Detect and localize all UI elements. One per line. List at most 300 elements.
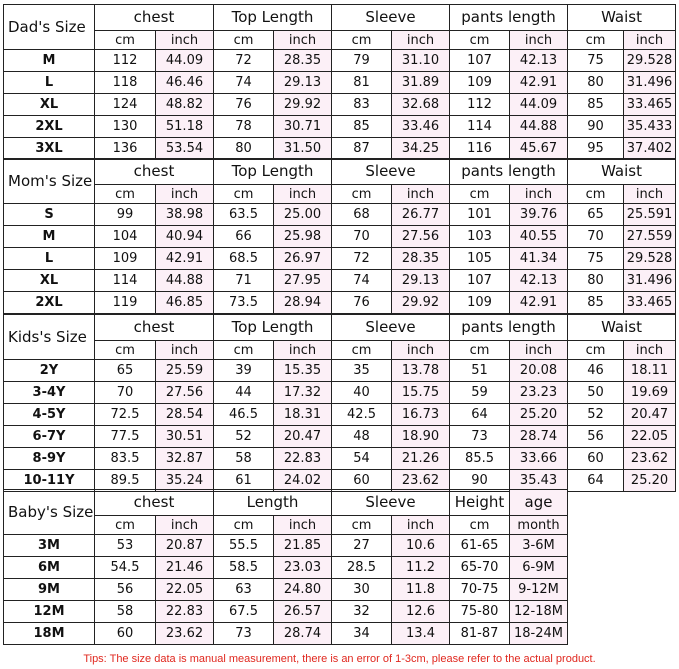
value-cell: 109	[450, 72, 510, 94]
value-cell: 85	[568, 292, 624, 314]
unit-cell: cm	[214, 185, 274, 204]
value-cell: 112	[95, 50, 156, 72]
value-cell: 32	[332, 601, 392, 623]
size-name: XL	[4, 94, 95, 116]
value-cell: 21.85	[274, 535, 332, 557]
size-name: 2XL	[4, 116, 95, 138]
size-name: 3XL	[4, 138, 95, 160]
value-cell: 87	[332, 138, 392, 160]
value-cell: 27.56	[156, 382, 214, 404]
value-cell: 19.69	[624, 382, 676, 404]
value-cell: 32.68	[392, 94, 450, 116]
value-cell: 29.528	[624, 248, 676, 270]
value-cell: 80	[568, 72, 624, 94]
size-name: 4-5Y	[4, 404, 95, 426]
unit-cell: cm	[332, 341, 392, 360]
unit-cell: inch	[274, 31, 332, 50]
value-cell: 28.35	[392, 248, 450, 270]
value-cell: 105	[450, 248, 510, 270]
table-row	[4, 204, 676, 226]
value-cell: 124	[95, 94, 156, 116]
value-cell: 72.5	[95, 404, 156, 426]
unit-cell: cm	[450, 341, 510, 360]
value-cell: 65	[95, 360, 156, 382]
value-cell: 20.87	[156, 535, 214, 557]
value-cell: 70	[568, 226, 624, 248]
table-row	[4, 623, 676, 645]
value-cell: 27.95	[274, 270, 332, 292]
baby-size-table	[3, 489, 676, 645]
value-cell: 78	[214, 116, 274, 138]
column-header: Sleeve	[332, 159, 450, 185]
value-cell: 24.02	[274, 470, 332, 492]
value-cell: 44.88	[510, 116, 568, 138]
table-row	[4, 138, 676, 160]
value-cell: 23.62	[624, 448, 676, 470]
value-cell: 42.91	[510, 292, 568, 314]
value-cell: 64	[568, 470, 624, 492]
value-cell: 25.00	[274, 204, 332, 226]
table-row	[4, 72, 676, 94]
value-cell: 112	[450, 94, 510, 116]
value-cell: 32.87	[156, 448, 214, 470]
table-row	[4, 270, 676, 292]
unit-cell: inch	[624, 31, 676, 50]
value-cell: 60	[568, 448, 624, 470]
value-cell: 73.5	[214, 292, 274, 314]
size-label: Dad's Size	[4, 5, 95, 50]
value-cell: 30.51	[156, 426, 214, 448]
value-cell: 44.09	[510, 94, 568, 116]
size-name: 10-11Y	[4, 470, 95, 492]
value-cell: 101	[450, 204, 510, 226]
unit-cell: inch	[510, 185, 568, 204]
tips-note: Tips: The size data is manual measurement, there is an error of 1-3cm, please refer to the actual product.	[83, 653, 596, 665]
mom-size-table	[3, 158, 676, 314]
value-cell: 72	[214, 50, 274, 72]
value-cell: 70-75	[450, 579, 510, 601]
value-cell: 18.11	[624, 360, 676, 382]
column-header: Sleeve	[332, 490, 450, 516]
table-row	[4, 601, 676, 623]
value-cell: 22.05	[624, 426, 676, 448]
value-cell: 23.23	[510, 382, 568, 404]
table-row	[4, 94, 676, 116]
column-header: Top Length	[214, 159, 332, 185]
unit-cell: inch	[156, 516, 214, 535]
value-cell: 29.528	[624, 50, 676, 72]
value-cell: 21.26	[392, 448, 450, 470]
value-cell: 6-9M	[510, 557, 568, 579]
unit-cell: inch	[156, 341, 214, 360]
table-row	[4, 557, 676, 579]
column-header: Sleeve	[332, 5, 450, 31]
value-cell: 71	[214, 270, 274, 292]
value-cell: 16.73	[392, 404, 450, 426]
value-cell: 22.83	[274, 448, 332, 470]
value-cell: 20.47	[624, 404, 676, 426]
dad-size-table	[3, 4, 676, 160]
value-cell: 65-70	[450, 557, 510, 579]
unit-cell: cm	[450, 31, 510, 50]
value-cell: 25.98	[274, 226, 332, 248]
value-cell: 33.66	[510, 448, 568, 470]
value-cell: 83	[332, 94, 392, 116]
column-header: Height	[450, 490, 510, 516]
value-cell: 40.55	[510, 226, 568, 248]
value-cell: 42.5	[332, 404, 392, 426]
value-cell: 13.78	[392, 360, 450, 382]
unit-cell: cm	[332, 31, 392, 50]
value-cell: 77.5	[95, 426, 156, 448]
value-cell: 70	[332, 226, 392, 248]
value-cell: 66	[214, 226, 274, 248]
column-header: chest	[95, 5, 214, 31]
value-cell: 22.83	[156, 601, 214, 623]
value-cell: 67.5	[214, 601, 274, 623]
value-cell: 27	[332, 535, 392, 557]
column-header: Sleeve	[332, 315, 450, 341]
value-cell: 104	[95, 226, 156, 248]
value-cell: 136	[95, 138, 156, 160]
column-header: Waist	[568, 159, 676, 185]
value-cell: 35.433	[624, 116, 676, 138]
value-cell: 10.6	[392, 535, 450, 557]
value-cell: 64	[450, 404, 510, 426]
table-row	[4, 50, 676, 72]
value-cell: 11.8	[392, 579, 450, 601]
value-cell: 75-80	[450, 601, 510, 623]
column-header: Top Length	[214, 315, 332, 341]
value-cell: 45.67	[510, 138, 568, 160]
value-cell: 35.24	[156, 470, 214, 492]
value-cell: 68	[332, 204, 392, 226]
value-cell: 56	[95, 579, 156, 601]
table-row	[4, 116, 676, 138]
column-header: chest	[95, 490, 214, 516]
unit-cell: cm	[568, 185, 624, 204]
value-cell: 52	[568, 404, 624, 426]
value-cell: 42.13	[510, 50, 568, 72]
size-name: 12M	[4, 601, 95, 623]
value-cell: 29.13	[274, 72, 332, 94]
value-cell: 42.91	[156, 248, 214, 270]
value-cell: 63	[214, 579, 274, 601]
value-cell: 60	[95, 623, 156, 645]
unit-cell: inch	[274, 341, 332, 360]
value-cell: 61-65	[450, 535, 510, 557]
value-cell: 48	[332, 426, 392, 448]
unit-cell: inch	[510, 31, 568, 50]
value-cell: 15.75	[392, 382, 450, 404]
value-cell: 99	[95, 204, 156, 226]
value-cell: 58	[214, 448, 274, 470]
unit-cell: cm	[332, 516, 392, 535]
value-cell: 25.20	[510, 404, 568, 426]
value-cell: 50	[568, 382, 624, 404]
value-cell: 29.92	[392, 292, 450, 314]
value-cell: 53.54	[156, 138, 214, 160]
value-cell: 130	[95, 116, 156, 138]
value-cell: 75	[568, 248, 624, 270]
unit-cell: cm	[95, 185, 156, 204]
table-row	[4, 226, 676, 248]
value-cell: 20.47	[274, 426, 332, 448]
value-cell: 85	[332, 116, 392, 138]
value-cell: 46.46	[156, 72, 214, 94]
value-cell: 12.6	[392, 601, 450, 623]
value-cell: 41.34	[510, 248, 568, 270]
value-cell: 46	[568, 360, 624, 382]
value-cell: 72	[332, 248, 392, 270]
size-name: 18M	[4, 623, 95, 645]
unit-cell: inch	[392, 341, 450, 360]
value-cell: 75	[568, 50, 624, 72]
value-cell: 27.56	[392, 226, 450, 248]
size-name: 8-9Y	[4, 448, 95, 470]
value-cell: 35.43	[510, 470, 568, 492]
size-name: M	[4, 226, 95, 248]
value-cell: 38.98	[156, 204, 214, 226]
value-cell: 83.5	[95, 448, 156, 470]
value-cell: 24.80	[274, 579, 332, 601]
value-cell: 42.13	[510, 270, 568, 292]
value-cell: 20.08	[510, 360, 568, 382]
value-cell: 17.32	[274, 382, 332, 404]
value-cell: 23.62	[392, 470, 450, 492]
size-label: Baby's Size	[4, 490, 95, 535]
unit-cell: inch	[392, 516, 450, 535]
value-cell: 55.5	[214, 535, 274, 557]
unit-cell: inch	[274, 185, 332, 204]
value-cell: 27.559	[624, 226, 676, 248]
value-cell: 118	[95, 72, 156, 94]
unit-cell: cm	[450, 185, 510, 204]
value-cell: 74	[332, 270, 392, 292]
value-cell: 109	[95, 248, 156, 270]
value-cell: 76	[214, 94, 274, 116]
value-cell: 31.50	[274, 138, 332, 160]
size-name: 2XL	[4, 292, 95, 314]
table-row	[4, 360, 676, 382]
unit-cell: cm	[568, 341, 624, 360]
value-cell: 56	[568, 426, 624, 448]
value-cell: 85.5	[450, 448, 510, 470]
value-cell: 73	[214, 623, 274, 645]
value-cell: 60	[332, 470, 392, 492]
unit-cell: inch	[156, 185, 214, 204]
unit-cell: cm	[214, 341, 274, 360]
unit-cell: inch	[392, 31, 450, 50]
value-cell: 51.18	[156, 116, 214, 138]
value-cell: 22.05	[156, 579, 214, 601]
value-cell: 26.77	[392, 204, 450, 226]
value-cell: 23.62	[156, 623, 214, 645]
value-cell: 52	[214, 426, 274, 448]
value-cell: 65	[568, 204, 624, 226]
value-cell: 13.4	[392, 623, 450, 645]
size-name: 6M	[4, 557, 95, 579]
value-cell: 26.97	[274, 248, 332, 270]
unit-cell: cm	[332, 185, 392, 204]
value-cell: 21.46	[156, 557, 214, 579]
value-cell: 54	[332, 448, 392, 470]
table-row	[4, 382, 676, 404]
value-cell: 25.591	[624, 204, 676, 226]
value-cell: 33.465	[624, 292, 676, 314]
unit-cell: inch	[624, 341, 676, 360]
unit-cell: cm	[95, 341, 156, 360]
column-header: pants length	[450, 159, 568, 185]
table-row	[4, 535, 676, 557]
table-row	[4, 404, 676, 426]
column-header: chest	[95, 159, 214, 185]
value-cell: 81	[332, 72, 392, 94]
value-cell: 44.88	[156, 270, 214, 292]
value-cell: 40	[332, 382, 392, 404]
value-cell: 73	[450, 426, 510, 448]
value-cell: 30	[332, 579, 392, 601]
value-cell: 9-12M	[510, 579, 568, 601]
value-cell: 44.09	[156, 50, 214, 72]
column-header: Length	[214, 490, 332, 516]
value-cell: 28.74	[510, 426, 568, 448]
value-cell: 26.57	[274, 601, 332, 623]
table-row	[4, 448, 676, 470]
value-cell: 116	[450, 138, 510, 160]
value-cell: 80	[568, 270, 624, 292]
unit-cell: inch	[624, 185, 676, 204]
value-cell: 90	[450, 470, 510, 492]
value-cell: 28.5	[332, 557, 392, 579]
table-row	[4, 579, 676, 601]
unit-cell: cm	[214, 516, 274, 535]
unit-cell: inch	[274, 516, 332, 535]
value-cell: 34	[332, 623, 392, 645]
column-header: Top Length	[214, 5, 332, 31]
value-cell: 58.5	[214, 557, 274, 579]
value-cell: 51	[450, 360, 510, 382]
value-cell: 40.94	[156, 226, 214, 248]
value-cell: 28.74	[274, 623, 332, 645]
value-cell: 80	[214, 138, 274, 160]
kids-size-table	[3, 314, 676, 492]
value-cell: 74	[214, 72, 274, 94]
value-cell: 34.25	[392, 138, 450, 160]
size-label: Kids's Size	[4, 315, 95, 360]
value-cell: 61	[214, 470, 274, 492]
value-cell: 33.465	[624, 94, 676, 116]
size-name: 9M	[4, 579, 95, 601]
size-name: 3M	[4, 535, 95, 557]
unit-cell: cm	[214, 31, 274, 50]
size-name: 6-7Y	[4, 426, 95, 448]
column-header: chest	[95, 315, 214, 341]
column-header: age	[510, 490, 568, 516]
value-cell: 114	[450, 116, 510, 138]
size-name: XL	[4, 270, 95, 292]
value-cell: 3-6M	[510, 535, 568, 557]
value-cell: 29.13	[392, 270, 450, 292]
column-header: pants length	[450, 5, 568, 31]
value-cell: 35	[332, 360, 392, 382]
value-cell: 48.82	[156, 94, 214, 116]
unit-cell: cm	[95, 516, 156, 535]
value-cell: 76	[332, 292, 392, 314]
value-cell: 46.85	[156, 292, 214, 314]
value-cell: 33.46	[392, 116, 450, 138]
unit-cell: inch	[392, 185, 450, 204]
value-cell: 46.5	[214, 404, 274, 426]
value-cell: 59	[450, 382, 510, 404]
value-cell: 81-87	[450, 623, 510, 645]
size-name: M	[4, 50, 95, 72]
value-cell: 107	[450, 50, 510, 72]
value-cell: 15.35	[274, 360, 332, 382]
value-cell: 79	[332, 50, 392, 72]
value-cell: 70	[95, 382, 156, 404]
value-cell: 44	[214, 382, 274, 404]
value-cell: 85	[568, 94, 624, 116]
value-cell: 23.03	[274, 557, 332, 579]
value-cell: 25.59	[156, 360, 214, 382]
value-cell: 58	[95, 601, 156, 623]
value-cell: 12-18M	[510, 601, 568, 623]
unit-cell: cm	[95, 31, 156, 50]
value-cell: 31.496	[624, 270, 676, 292]
value-cell: 107	[450, 270, 510, 292]
size-name: 3-4Y	[4, 382, 95, 404]
table-row	[4, 248, 676, 270]
value-cell: 68.5	[214, 248, 274, 270]
value-cell: 109	[450, 292, 510, 314]
table-row	[4, 292, 676, 314]
value-cell: 11.2	[392, 557, 450, 579]
value-cell: 28.54	[156, 404, 214, 426]
value-cell: 114	[95, 270, 156, 292]
unit-cell: cm	[568, 31, 624, 50]
value-cell: 63.5	[214, 204, 274, 226]
unit-cell: cm	[450, 516, 510, 535]
table-row	[4, 426, 676, 448]
value-cell: 89.5	[95, 470, 156, 492]
column-header: pants length	[450, 315, 568, 341]
value-cell: 28.94	[274, 292, 332, 314]
value-cell: 18-24M	[510, 623, 568, 645]
value-cell: 103	[450, 226, 510, 248]
value-cell: 25.20	[624, 470, 676, 492]
value-cell: 30.71	[274, 116, 332, 138]
value-cell: 54.5	[95, 557, 156, 579]
column-header: Waist	[568, 315, 676, 341]
value-cell: 31.89	[392, 72, 450, 94]
size-label: Mom's Size	[4, 159, 95, 204]
value-cell: 29.92	[274, 94, 332, 116]
value-cell: 37.402	[624, 138, 676, 160]
size-name: S	[4, 204, 95, 226]
value-cell: 90	[568, 116, 624, 138]
size-name: L	[4, 72, 95, 94]
value-cell: 119	[95, 292, 156, 314]
value-cell: 39.76	[510, 204, 568, 226]
unit-cell: inch	[510, 341, 568, 360]
column-header: Waist	[568, 5, 676, 31]
value-cell: 18.90	[392, 426, 450, 448]
unit-cell: inch	[156, 31, 214, 50]
value-cell: 28.35	[274, 50, 332, 72]
value-cell: 31.496	[624, 72, 676, 94]
unit-cell: month	[510, 516, 568, 535]
